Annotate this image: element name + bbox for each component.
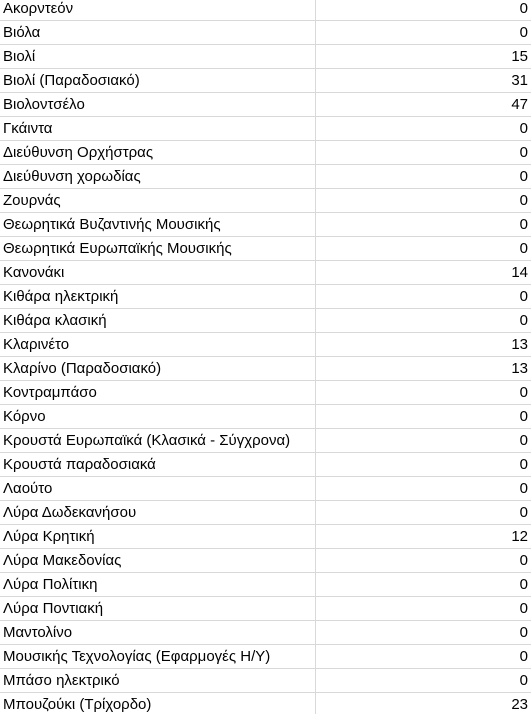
table-row	[0, 93, 531, 117]
table-row	[0, 501, 531, 525]
count-value-cell[interactable]: 0	[315, 0, 531, 21]
instrument-name-cell[interactable]: Κιθάρα ηλεκτρική	[0, 285, 315, 309]
table-row	[0, 165, 531, 189]
count-value-cell[interactable]: 0	[315, 381, 531, 405]
instrument-name-cell[interactable]: Λύρα Κρητική	[0, 525, 315, 549]
table-row	[0, 261, 531, 285]
table-row	[0, 621, 531, 645]
count-value-cell[interactable]: 0	[315, 453, 531, 477]
count-value-cell[interactable]: 0	[315, 597, 531, 621]
table-row	[0, 21, 531, 45]
count-value-cell[interactable]: 0	[315, 141, 531, 165]
table-row	[0, 381, 531, 405]
instrument-name-cell[interactable]: Θεωρητικά Ευρωπαϊκής Μουσικής	[0, 237, 315, 261]
count-value-cell[interactable]: 0	[315, 237, 531, 261]
table-row	[0, 597, 531, 621]
count-value-cell[interactable]: 0	[315, 117, 531, 141]
table-row	[0, 645, 531, 669]
table-row	[0, 525, 531, 549]
instrument-name-cell[interactable]: Κλαρίνο (Παραδοσιακό)	[0, 357, 315, 381]
count-value-cell[interactable]: 0	[315, 669, 531, 693]
count-value-cell[interactable]: 47	[315, 93, 531, 117]
instrument-name-cell[interactable]: Βιολοντσέλο	[0, 93, 315, 117]
table-row	[0, 309, 531, 333]
instrument-name-cell[interactable]: Ζουρνάς	[0, 189, 315, 213]
count-value-cell[interactable]: 0	[315, 573, 531, 597]
instrument-name-cell[interactable]: Λύρα Δωδεκανήσου	[0, 501, 315, 525]
instrument-name-cell[interactable]: Θεωρητικά Βυζαντινής Μουσικής	[0, 213, 315, 237]
instrument-name-cell[interactable]: Μπάσο ηλεκτρικό	[0, 669, 315, 693]
count-value-cell[interactable]: 14	[315, 261, 531, 285]
count-value-cell[interactable]: 0	[315, 309, 531, 333]
count-value-cell[interactable]: 15	[315, 45, 531, 69]
instrument-name-cell[interactable]: Διεύθυνση Ορχήστρας	[0, 141, 315, 165]
table-row	[0, 189, 531, 213]
count-value-cell[interactable]: 13	[315, 333, 531, 357]
instrument-name-cell[interactable]: Κοντραμπάσο	[0, 381, 315, 405]
count-value-cell[interactable]: 0	[315, 501, 531, 525]
instrument-name-cell[interactable]: Ακορντεόν	[0, 0, 315, 21]
count-value-cell[interactable]: 0	[315, 21, 531, 45]
count-value-cell[interactable]: 0	[315, 549, 531, 573]
table-row	[0, 285, 531, 309]
table-row	[0, 117, 531, 141]
table-row	[0, 549, 531, 573]
table-row	[0, 69, 531, 93]
count-value-cell[interactable]: 13	[315, 357, 531, 381]
count-value-cell[interactable]: 0	[315, 189, 531, 213]
table-row	[0, 0, 531, 21]
instrument-name-cell[interactable]: Μαντολίνο	[0, 621, 315, 645]
instrument-name-cell[interactable]: Βιολί	[0, 45, 315, 69]
instrument-name-cell[interactable]: Κόρνο	[0, 405, 315, 429]
instrument-name-cell[interactable]: Λαούτο	[0, 477, 315, 501]
instrument-name-cell[interactable]: Λύρα Μακεδονίας	[0, 549, 315, 573]
table-row	[0, 141, 531, 165]
table-row	[0, 333, 531, 357]
instrument-name-cell[interactable]: Γκάιντα	[0, 117, 315, 141]
instrument-name-cell[interactable]: Κρουστά Ευρωπαϊκά (Κλασικά - Σύγχρονα)	[0, 429, 315, 453]
instrument-name-cell[interactable]: Διεύθυνση χορωδίας	[0, 165, 315, 189]
table-row	[0, 453, 531, 477]
instrument-name-cell[interactable]: Λύρα Πολίτικη	[0, 573, 315, 597]
table-row	[0, 237, 531, 261]
table-row	[0, 477, 531, 501]
table-row	[0, 405, 531, 429]
table-row	[0, 693, 531, 714]
instrument-name-cell[interactable]: Βιόλα	[0, 21, 315, 45]
instrument-name-cell[interactable]: Μουσικής Τεχνολογίας (Εφαρμογές Η/Υ)	[0, 645, 315, 669]
count-value-cell[interactable]: 0	[315, 165, 531, 189]
count-value-cell[interactable]: 12	[315, 525, 531, 549]
count-value-cell[interactable]: 0	[315, 477, 531, 501]
instrument-name-cell[interactable]: Βιολί (Παραδοσιακό)	[0, 69, 315, 93]
count-value-cell[interactable]: 0	[315, 429, 531, 453]
table-row	[0, 669, 531, 693]
table-row	[0, 357, 531, 381]
count-value-cell[interactable]: 0	[315, 621, 531, 645]
instrument-name-cell[interactable]: Κλαρινέτο	[0, 333, 315, 357]
count-value-cell[interactable]: 0	[315, 405, 531, 429]
instrument-name-cell[interactable]: Κιθάρα κλασική	[0, 309, 315, 333]
instrument-name-cell[interactable]: Μπουζούκι (Τρίχορδο)	[0, 693, 315, 714]
count-value-cell[interactable]: 0	[315, 213, 531, 237]
count-value-cell[interactable]: 0	[315, 645, 531, 669]
table-row	[0, 213, 531, 237]
table-row	[0, 573, 531, 597]
instrument-name-cell[interactable]: Κρουστά παραδοσιακά	[0, 453, 315, 477]
count-value-cell[interactable]: 23	[315, 693, 531, 714]
instrument-name-cell[interactable]: Κανονάκι	[0, 261, 315, 285]
count-value-cell[interactable]: 0	[315, 285, 531, 309]
count-value-cell[interactable]: 31	[315, 69, 531, 93]
table-row	[0, 45, 531, 69]
instrument-name-cell[interactable]: Λύρα Ποντιακή	[0, 597, 315, 621]
table-row	[0, 429, 531, 453]
